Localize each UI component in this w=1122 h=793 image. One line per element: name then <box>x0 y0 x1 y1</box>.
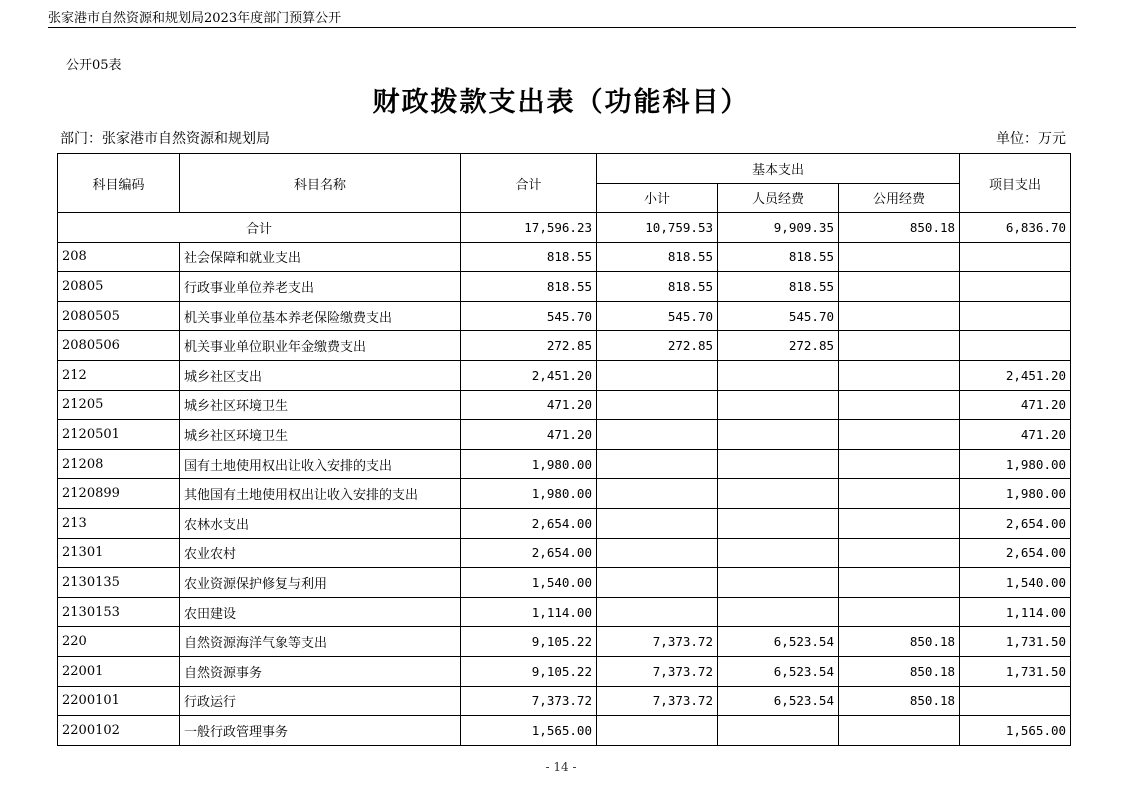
cell-code: 213 <box>58 508 180 538</box>
cell-project: 1,731.50 <box>960 627 1071 657</box>
total-row-label: 合计 <box>58 213 461 243</box>
cell-personnel: 818.55 <box>718 242 839 272</box>
cell-name: 国有土地使用权出让收入安排的支出 <box>180 449 461 479</box>
cell-public <box>839 597 960 627</box>
cell-name: 其他国有土地使用权出让收入安排的支出 <box>180 479 461 509</box>
table-row <box>58 301 1071 331</box>
table-row <box>58 656 1071 686</box>
cell-subtotal: 7,373.72 <box>597 686 718 716</box>
table-row <box>58 538 1071 568</box>
cell-code: 2120899 <box>58 479 180 509</box>
table-row <box>58 272 1071 302</box>
cell-subtotal: 545.70 <box>597 301 718 331</box>
cell-subtotal <box>597 716 718 746</box>
col-header-public: 公用经费 <box>839 183 960 213</box>
cell-public <box>839 420 960 450</box>
total-row-subtotal: 10,759.53 <box>597 213 718 243</box>
cell-public <box>839 390 960 420</box>
table-row <box>58 360 1071 390</box>
unit-label: 单位：万元 <box>996 131 1066 147</box>
cell-total: 7,373.72 <box>461 686 597 716</box>
cell-personnel: 6,523.54 <box>718 627 839 657</box>
cell-personnel: 272.85 <box>718 331 839 361</box>
cell-code: 21205 <box>58 390 180 420</box>
cell-subtotal: 818.55 <box>597 242 718 272</box>
cell-name: 城乡社区环境卫生 <box>180 390 461 420</box>
cell-total: 1,980.00 <box>461 449 597 479</box>
cell-code: 2200101 <box>58 686 180 716</box>
cell-project <box>960 331 1071 361</box>
cell-code: 2120501 <box>58 420 180 450</box>
table-row <box>58 479 1071 509</box>
cell-subtotal: 818.55 <box>597 272 718 302</box>
cell-project: 2,654.00 <box>960 538 1071 568</box>
cell-project: 1,980.00 <box>960 449 1071 479</box>
cell-project: 1,114.00 <box>960 597 1071 627</box>
col-header-personnel: 人员经费 <box>718 183 839 213</box>
cell-code: 2130135 <box>58 568 180 598</box>
cell-subtotal: 7,373.72 <box>597 627 718 657</box>
expenditure-table <box>57 153 1071 746</box>
cell-public <box>839 331 960 361</box>
cell-name: 农田建设 <box>180 597 461 627</box>
cell-total: 1,980.00 <box>461 479 597 509</box>
cell-code: 21208 <box>58 449 180 479</box>
cell-code: 208 <box>58 242 180 272</box>
cell-total: 2,654.00 <box>461 508 597 538</box>
cell-name: 行政事业单位养老支出 <box>180 272 461 302</box>
table-row <box>58 390 1071 420</box>
cell-subtotal <box>597 568 718 598</box>
cell-name: 农业资源保护修复与利用 <box>180 568 461 598</box>
cell-total: 1,565.00 <box>461 716 597 746</box>
col-header-basic: 基本支出 <box>597 154 960 184</box>
cell-public <box>839 360 960 390</box>
cell-total: 2,654.00 <box>461 538 597 568</box>
cell-personnel: 545.70 <box>718 301 839 331</box>
table-row <box>58 568 1071 598</box>
cell-project: 1,540.00 <box>960 568 1071 598</box>
cell-personnel <box>718 568 839 598</box>
cell-name: 农业农村 <box>180 538 461 568</box>
cell-personnel: 6,523.54 <box>718 686 839 716</box>
cell-subtotal <box>597 420 718 450</box>
cell-public <box>839 449 960 479</box>
cell-code: 20805 <box>58 272 180 302</box>
total-row-personnel: 9,909.35 <box>718 213 839 243</box>
cell-subtotal <box>597 508 718 538</box>
cell-public <box>839 508 960 538</box>
cell-subtotal: 272.85 <box>597 331 718 361</box>
cell-public <box>839 538 960 568</box>
cell-name: 机关事业单位基本养老保险缴费支出 <box>180 301 461 331</box>
cell-code: 21301 <box>58 538 180 568</box>
table-row <box>58 449 1071 479</box>
table-row <box>58 597 1071 627</box>
cell-name: 一般行政管理事务 <box>180 716 461 746</box>
cell-code: 22001 <box>58 656 180 686</box>
cell-personnel <box>718 420 839 450</box>
col-header-name: 科目名称 <box>180 154 461 213</box>
cell-name: 自然资源海洋气象等支出 <box>180 627 461 657</box>
cell-project <box>960 242 1071 272</box>
cell-subtotal <box>597 479 718 509</box>
cell-project: 471.20 <box>960 390 1071 420</box>
cell-project: 471.20 <box>960 420 1071 450</box>
cell-project <box>960 686 1071 716</box>
cell-code: 220 <box>58 627 180 657</box>
cell-personnel <box>718 479 839 509</box>
col-header-total: 合计 <box>461 154 597 213</box>
page-title: 财政拨款支出表（功能科目） <box>372 87 750 118</box>
cell-total: 545.70 <box>461 301 597 331</box>
cell-public <box>839 301 960 331</box>
cell-personnel: 6,523.54 <box>718 656 839 686</box>
cell-personnel <box>718 390 839 420</box>
cell-subtotal <box>597 538 718 568</box>
cell-personnel <box>718 597 839 627</box>
cell-public <box>839 272 960 302</box>
cell-project: 2,654.00 <box>960 508 1071 538</box>
cell-personnel <box>718 716 839 746</box>
cell-personnel <box>718 538 839 568</box>
cell-code: 212 <box>58 360 180 390</box>
cell-subtotal <box>597 449 718 479</box>
cell-total: 9,105.22 <box>461 627 597 657</box>
table-row <box>58 331 1071 361</box>
cell-code: 2080505 <box>58 301 180 331</box>
cell-personnel <box>718 449 839 479</box>
cell-public <box>839 242 960 272</box>
cell-total: 9,105.22 <box>461 656 597 686</box>
total-row-project: 6,836.70 <box>960 213 1071 243</box>
cell-name: 城乡社区支出 <box>180 360 461 390</box>
cell-subtotal: 7,373.72 <box>597 656 718 686</box>
cell-public: 850.18 <box>839 627 960 657</box>
total-row-public: 850.18 <box>839 213 960 243</box>
cell-total: 1,114.00 <box>461 597 597 627</box>
cell-public: 850.18 <box>839 656 960 686</box>
cell-name: 行政运行 <box>180 686 461 716</box>
cell-personnel: 818.55 <box>718 272 839 302</box>
cell-name: 自然资源事务 <box>180 656 461 686</box>
cell-name: 机关事业单位职业年金缴费支出 <box>180 331 461 361</box>
cell-total: 2,451.20 <box>461 360 597 390</box>
cell-code: 2130153 <box>58 597 180 627</box>
cell-project: 1,731.50 <box>960 656 1071 686</box>
table-row <box>58 686 1071 716</box>
cell-subtotal <box>597 597 718 627</box>
total-row-total: 17,596.23 <box>461 213 597 243</box>
cell-total: 818.55 <box>461 272 597 302</box>
total-row <box>58 213 1071 243</box>
table-row <box>58 420 1071 450</box>
cell-total: 818.55 <box>461 242 597 272</box>
cell-personnel <box>718 508 839 538</box>
table-row <box>58 627 1071 657</box>
table-row <box>58 508 1071 538</box>
table-row <box>58 716 1071 746</box>
cell-total: 471.20 <box>461 390 597 420</box>
cell-public: 850.18 <box>839 686 960 716</box>
cell-subtotal <box>597 360 718 390</box>
col-header-subtotal: 小计 <box>597 183 718 213</box>
cell-project <box>960 301 1071 331</box>
table-number: 公开05表 <box>66 58 122 73</box>
col-header-project: 项目支出 <box>960 154 1071 213</box>
cell-project: 1,565.00 <box>960 716 1071 746</box>
document-header: 张家港市自然资源和规划局2023年度部门预算公开 <box>48 11 342 26</box>
cell-public <box>839 716 960 746</box>
cell-total: 471.20 <box>461 420 597 450</box>
table-row <box>58 242 1071 272</box>
department-label: 部门：张家港市自然资源和规划局 <box>60 131 270 147</box>
cell-total: 272.85 <box>461 331 597 361</box>
cell-personnel <box>718 360 839 390</box>
cell-name: 农林水支出 <box>180 508 461 538</box>
cell-project <box>960 272 1071 302</box>
cell-name: 社会保障和就业支出 <box>180 242 461 272</box>
cell-name: 城乡社区环境卫生 <box>180 420 461 450</box>
cell-public <box>839 568 960 598</box>
cell-project: 1,980.00 <box>960 479 1071 509</box>
col-header-code: 科目编码 <box>58 154 180 213</box>
cell-code: 2200102 <box>58 716 180 746</box>
cell-public <box>839 479 960 509</box>
cell-total: 1,540.00 <box>461 568 597 598</box>
cell-code: 2080506 <box>58 331 180 361</box>
page-number: - 14 - <box>545 760 577 774</box>
cell-project: 2,451.20 <box>960 360 1071 390</box>
cell-subtotal <box>597 390 718 420</box>
header-divider <box>48 27 1076 28</box>
